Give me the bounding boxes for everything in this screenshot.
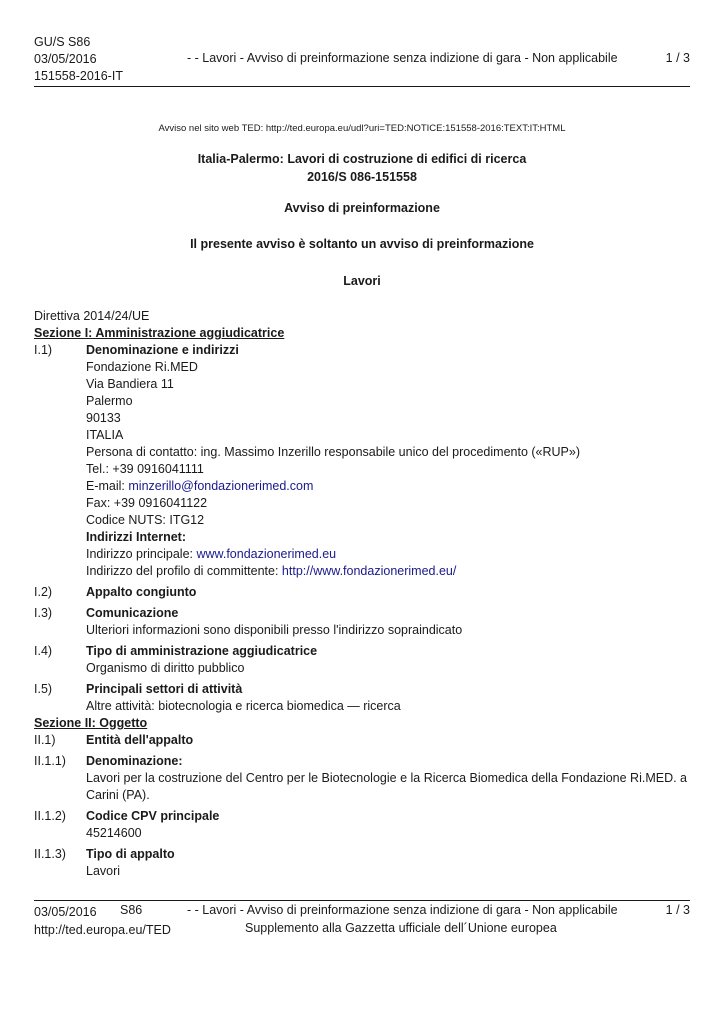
org-city: Palermo [86,394,133,408]
item-ii12 [34,808,690,842]
item-text: Altre attività: biotecnologia e ricerca biomedica — ricerca [86,699,401,713]
email-label: E-mail: [86,479,129,493]
fax: Fax: +39 0916041122 [86,496,208,510]
footer-url: http://ted.europa.eu/TED [34,923,171,937]
notice-disclaimer: Il presente avviso è soltanto un avviso di preinformazione [190,237,534,251]
item-number: I.4) [34,644,53,658]
item-ii13 [34,846,690,880]
item-title: Comunicazione [86,606,179,620]
item-number: I.2) [34,585,53,599]
item-number: II.1) [34,733,56,747]
header-date: 03/05/2016 [34,52,97,66]
footer-left [34,903,171,939]
directive: Direttiva 2014/24/UE [34,309,150,323]
item-number: II.1.1) [34,754,66,768]
buyer-profile-row [86,563,690,580]
item-text-line-2: Carini (PA). [86,788,150,802]
item-text: Ulteriori informazioni sono disponibili presso l'indirizzo sopraindicato [86,623,463,637]
item-text: Lavori [86,864,121,878]
item-text: 45214600 [86,826,142,840]
header-doc-id: 151558-2016-IT [34,69,123,83]
buyer-profile-label: Indirizzo del profilo di committente: [86,564,282,578]
item-title: Entità dell'appalto [86,733,194,747]
item-title: Appalto congiunto [86,585,197,599]
email-row [86,478,690,495]
section-2-title: Sezione II: Oggetto [34,716,148,730]
heading-title: Italia-Palermo: Lavori di costruzione di edifici di ricerca [197,152,527,166]
main-address-row [86,546,690,563]
item-title: Codice CPV principale [86,809,220,823]
org-name: Fondazione Ri.MED [86,360,198,374]
notice-type: Avviso di preinformazione [284,201,440,215]
item-ii11 [34,753,690,804]
item-number: II.1.2) [34,809,66,823]
item-title: Denominazione e indirizzi [86,343,239,357]
header-divider [34,86,690,87]
footer-issue: S86 [120,903,143,917]
item-ii1 [34,732,690,749]
email-link[interactable]: minzerillo@fondazionerimed.com [128,479,314,493]
item-i2 [34,584,690,601]
item-i4 [34,643,690,677]
header-page-number: 1 / 3 [665,51,690,65]
contact-person: Persona di contatto: ing. Massimo Inzerillo responsabile unico del procedimento («RUP») [86,445,581,459]
footer-date: 03/05/2016 [34,905,97,919]
item-title: Denominazione: [86,754,183,768]
buyer-profile-link[interactable]: http://www.fondazionerimed.eu/ [281,564,457,578]
item-title: Tipo di appalto [86,847,175,861]
internet-addresses-title: Indirizzi Internet: [86,530,186,544]
contract-type: Lavori [343,274,381,288]
item-i1 [34,342,690,580]
footer-page-number: 1 / 3 [665,903,690,917]
org-street: Via Bandiera 11 [86,377,174,391]
item-text-line-1: Lavori per la costruzione del Centro per le Biotecnologie e la Ricerca Biomedica della Fondazione Ri.MED. a [86,771,688,785]
item-i5 [34,681,690,715]
item-number: II.1.3) [34,847,66,861]
header-gus: GU/S S86 [34,35,91,49]
item-title: Principali settori di attività [86,682,243,696]
item-number: I.3) [34,606,53,620]
notice-url: Avviso nel sito web TED: http://ted.europa.eu/udl?uri=TED:NOTICE:151558-2016:TEXT:IT:HTML [158,123,566,134]
item-number: I.1) [34,343,53,357]
footer-divider [34,900,690,901]
org-country: ITALIA [86,428,124,442]
main-address-label: Indirizzo principale: [86,547,197,561]
header-meta [34,34,123,85]
item-number: I.5) [34,682,53,696]
header-title: - - Lavori - Avviso di preinformazione senza indizione di gara - Non applicabile [187,51,618,65]
item-title: Tipo di amministrazione aggiudicatrice [86,644,318,658]
footer-supplement: Supplemento alla Gazzetta ufficiale dell´Unione europea [245,921,557,935]
section-1-title: Sezione I: Amministrazione aggiudicatrice [34,326,285,340]
footer-title: - - Lavori - Avviso di preinformazione senza indizione di gara - Non applicabile [187,903,618,917]
heading-reference: 2016/S 086-151558 [307,170,417,184]
item-text: Organismo di diritto pubblico [86,661,245,675]
notice-body [34,308,690,880]
telephone: Tel.: +39 0916041111 [86,462,204,476]
item-i3 [34,605,690,639]
main-address-link[interactable]: www.fondazionerimed.eu [196,547,337,561]
nuts-code: Codice NUTS: ITG12 [86,513,205,527]
org-postcode: 90133 [86,411,121,425]
